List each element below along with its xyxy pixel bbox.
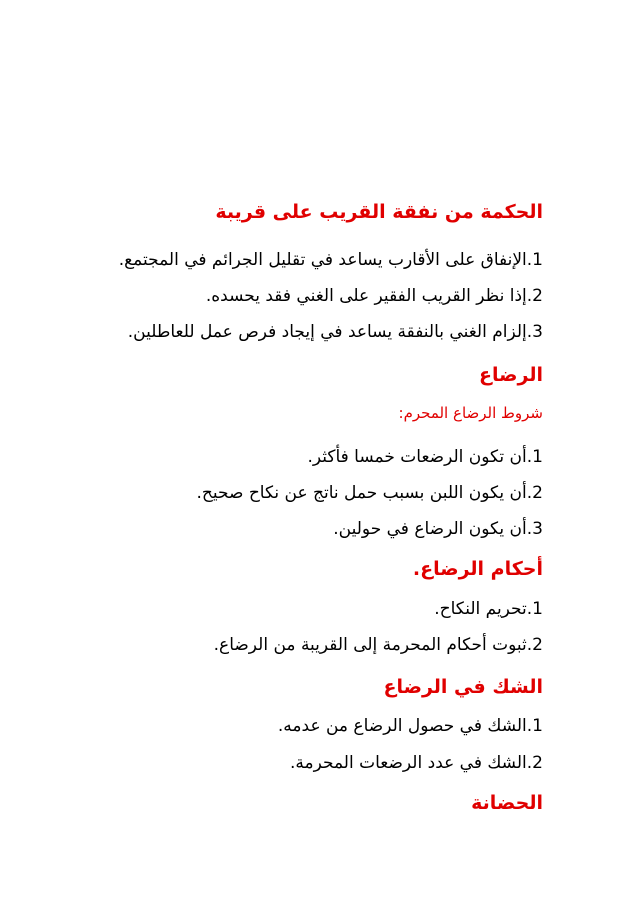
item-text: .أن تكون الرضعات خمسا فأكثر. [307, 447, 533, 467]
list-item [119, 249, 543, 271]
item-number: 2 [532, 483, 543, 503]
list-item [197, 482, 543, 504]
item-number: 2 [532, 635, 543, 655]
item-text: .الشك في حصول الرضاع من عدمه. [277, 716, 533, 736]
list-item [333, 518, 543, 540]
item-text: .ثبوت أحكام المحرمة إلى القريبة من الرضاع. [213, 635, 533, 655]
list-item [278, 715, 543, 737]
item-number: 1 [532, 447, 543, 467]
section-heading-nursing: الرضاع [479, 364, 543, 386]
item-text: .إلزام الغني بالنفقة يساعد في إيجاد فرص عمل للعاطلين. [127, 322, 533, 342]
list-item [434, 598, 543, 620]
section-heading-wisdom: الحكمة من نفقة القريب على قريبة [215, 201, 543, 223]
item-text: .إذا نظر القريب الفقير على الغني فقد يحسده. [205, 286, 533, 306]
item-number: 1 [532, 250, 543, 270]
item-number: 1 [532, 599, 543, 619]
list-item [128, 321, 543, 343]
section-heading-doubt: الشك في الرضاع [383, 676, 543, 698]
item-number: 3 [532, 519, 543, 539]
subheading-conditions: شروط الرضاع المحرم: [398, 404, 543, 422]
item-number: 2 [532, 753, 543, 773]
item-text: .تحريم النكاح. [434, 599, 533, 619]
list-item [214, 634, 543, 656]
item-number: 1 [532, 716, 543, 736]
list-item [307, 446, 543, 468]
item-text: .أن يكون الرضاع في حولين. [333, 519, 533, 539]
item-text: .الشك في عدد الرضعات المحرمة. [290, 753, 533, 773]
section-heading-rulings: أحكام الرضاع. [412, 558, 543, 580]
list-item [206, 285, 543, 307]
item-text: .الإنفاق على الأقارب يساعد في تقليل الجرائم في المجتمع. [118, 250, 533, 270]
item-number: 3 [532, 322, 543, 342]
list-item [290, 752, 543, 774]
section-heading-custody: الحضانة [471, 792, 543, 814]
item-text: .أن يكون اللبن بسبب حمل ناتج عن نكاح صحيح. [196, 483, 533, 503]
item-number: 2 [532, 286, 543, 306]
